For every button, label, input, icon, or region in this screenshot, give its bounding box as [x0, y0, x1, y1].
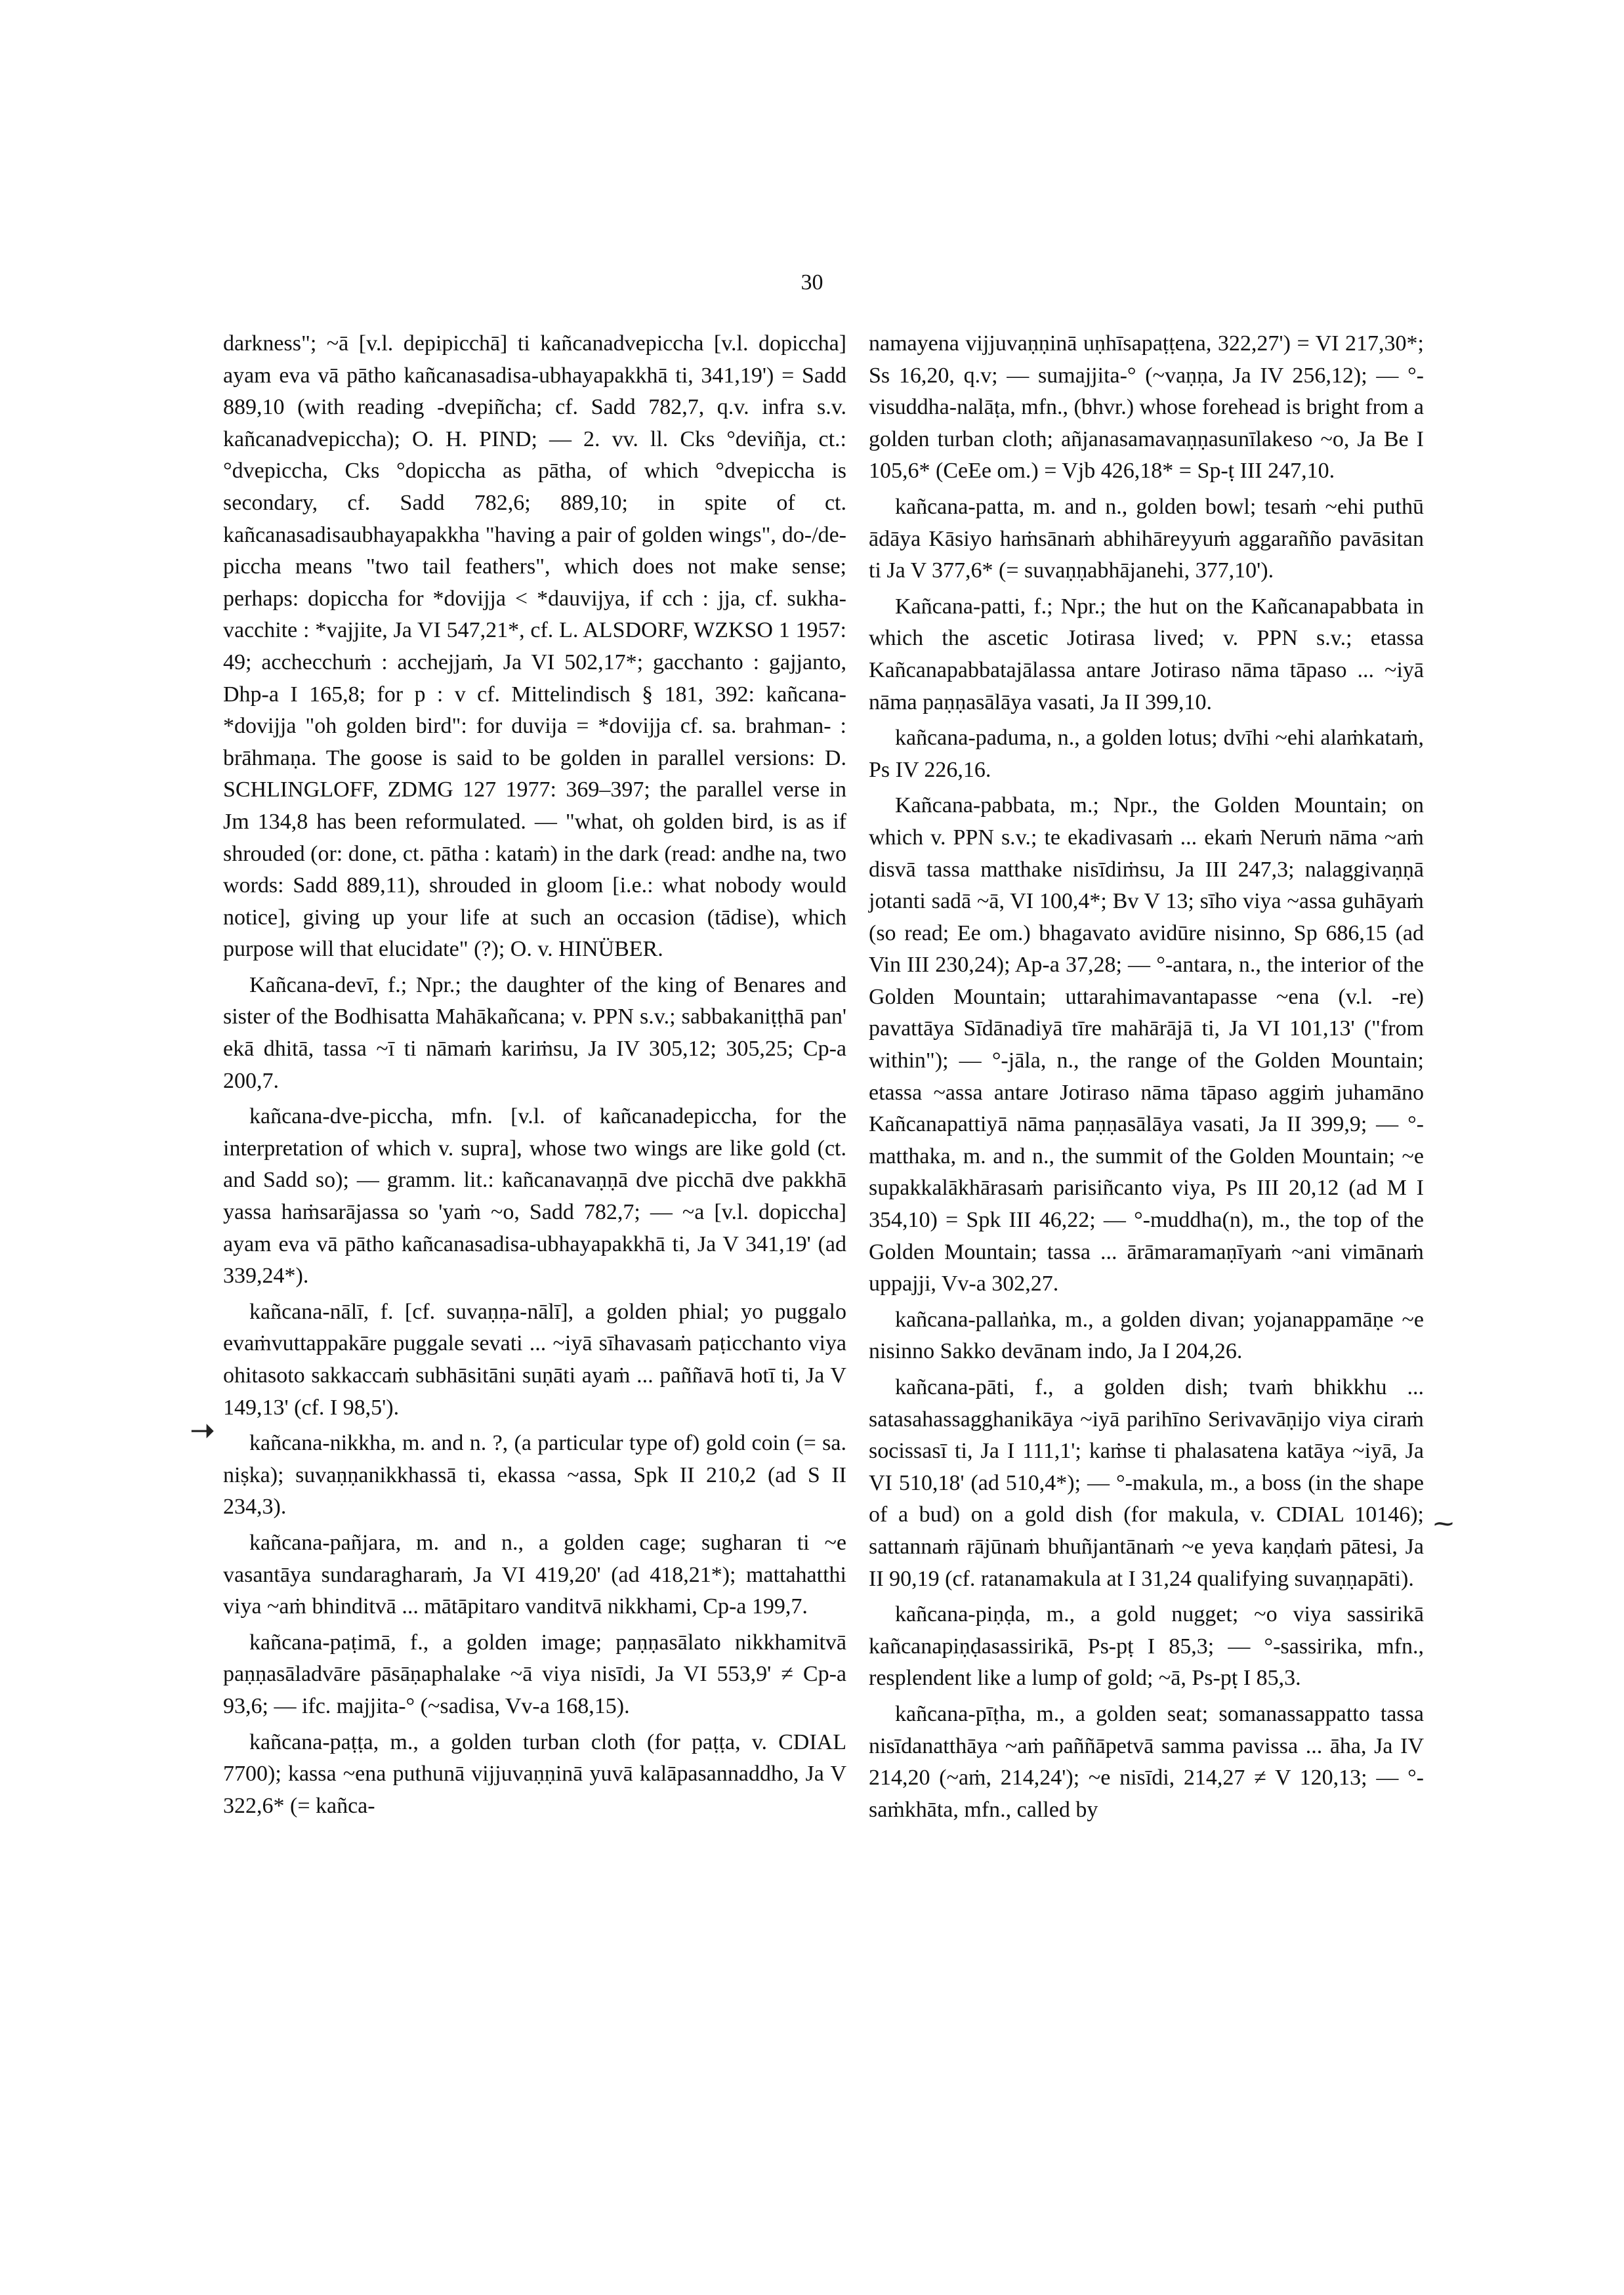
entry-kancana-nikkha: kañcana-nikkha, m. and n. ?, (a particular type of) gold coin (= sa. niṣka); suvaṇṇanikkhassā ti, ekassa ~assa, Spk II 210,2 (ad S II 234,3). — [223, 1431, 846, 1520]
entry-kancana-panjara: kañcana-pañjara, m. and n., a golden cage; sugharan ti ~e vasantāya sundaragharaṁ, Ja VI 419,20' (ad 418,21*); mattahatthi viya ~aṁ bhinditvā ... mātāpitaro vanditvā nikkhami, Cp-a 199,7. — [223, 1530, 846, 1619]
entry-kancana-pinda: kañcana-piṇḍa, m., a gold nugget; ~o viya sassirikā kañcanapiṇḍasassirikā, Ps-pṭ I 85,3; — °-sassirika, mfn., resplendent like a lump of gold; ~ā, Ps-pṭ I 85,3. — [869, 1602, 1424, 1691]
entry-kancana-patta-bowl: kañcana-patta, m. and n., golden bowl; tesaṁ ~ehi puthū ādāya Kāsiyo haṁsānaṁ abhihāreyyuṁ aggarañño pavāsitan ti Ja V 377,6* (= suvaṇṇabhājanehi, 377,10'). — [869, 494, 1424, 583]
entry-kancana-nali: kañcana-nālī, f. [cf. suvaṇṇa-nālī], a golden phial; yo puggalo evaṁvuttappakāre puggale sevati ... ~iyā sīhavasaṁ paṭicchanto viya ohitasoto sakkaccaṁ subhāsitāni suṇāti ayaṁ ... paññavā hotī ti, Ja V 149,13' (cf. I 98,5'). — [223, 1299, 846, 1420]
entry-kancana-pallanka: kañcana-pallaṅka, m., a golden divan; yojanappamāṇe ~e nisinno Sakko devānam indo, Ja I 204,26. — [869, 1307, 1424, 1364]
entry-continuation: namayena vijjuvaṇṇinā uṇhīsapaṭṭena, 322,27') = VI 217,30*; Ss 16,20, q.v; — sumajjita-° (~vaṇṇa, Ja IV 256,12); — °-visuddha-nalāṭa, mfn., (bhvr.) whose forehead is bright from a golden turban cloth; añjanasamavaṇṇasunīlakeso ~o, Ja Be I 105,6* (CeEe om.) = Vjb 426,18* = Sp-ṭ III 247,10. — [869, 331, 1424, 484]
entry-kancana-paduma: kañcana-paduma, n., a golden lotus; dvīhi ~ehi alaṁkataṁ, Ps IV 226,16. — [869, 726, 1424, 782]
margin-scribble-mark: ⁓ — [1434, 1513, 1453, 1535]
entry-kancana-patima: kañcana-paṭimā, f., a golden image; paṇṇasālato nikkhamitvā paṇṇasāladvāre pāsāṇaphalake ~ā viya nisīdi, Ja VI 553,9' ≠ Cp-a 93,6; — ifc. majjita-° (~sadisa, Vv-a 168,15). — [223, 1630, 846, 1718]
entry-kancana-patta-turban: kañcana-paṭṭa, m., a golden turban cloth (for paṭṭa, v. CDIAL 7700); kassa ~ena puthunā vijjuvaṇṇinā yuvā kalāpasannaddho, Ja V 322,6* (= kañca- — [223, 1729, 846, 1818]
margin-arrow-mark: ➝ — [190, 1415, 215, 1447]
right-column — [869, 328, 1424, 1826]
left-column — [223, 328, 846, 1822]
entry-kancana-dve-piccha: kañcana-dve-piccha, mfn. [v.l. of kañcanadepiccha, for the interpretation of which v. supra], whose two wings are like gold (ct. and Sadd so); — gramm. lit.: kañcanavaṇṇā dve picchā dve pakkhā yassa haṁsarājassa so 'yaṁ ~o, Sadd 782,7; — ~a [v.l. dopiccha] ayam eva vā pātho kañcanasadisa-ubhayapakkhā ti, Ja V 341,19' (ad 339,24*). — [223, 1104, 846, 1289]
page-number: 30 — [801, 270, 823, 295]
entry-kancana-devi: Kañcana-devī, f.; Npr.; the daughter of the king of Benares and sister of the Bodhisatta Mahākañcana; v. PPN s.v.; sabbakaniṭṭhā pan' ekā dhitā, tassa ~ī ti nāmaṁ kariṁsu, Ja IV 305,12; 305,25; Cp-a 200,7. — [223, 972, 846, 1093]
entry-kancana-pati: kañcana-pāti, f., a golden dish; tvaṁ bhikkhu ... satasahassagghanikāya ~iyā parihīno Serivavāṇijo viya ciraṁ socissasī ti, Ja I 111,1'; kaṁse ti phalasatena katāya ~iyā, Ja VI 510,18' (ad 510,4*); — °-makula, m., a boss (in the shape of a bud) on a gold dish (for makula, v. CDIAL 10146); sattannaṁ rājūnaṁ bhuñjantānaṁ ~e yeva kaṇḍaṁ pātesi, Ja II 90,19 (cf. ratanamakula at I 31,24 qualifying suvaṇṇapāti). — [869, 1375, 1424, 1591]
entry-continuation: darkness"; ~ā [v.l. depipicchā] ti kañcanadvepiccha [v.l. dopiccha] ayam eva vā pātho kañcanasadisa-ubhayapakkhā ti, 341,19') = Sadd 889,10 (with reading -dvepiñcha; cf. Sadd 782,7, q.v. infra s.v. kañcanadvepiccha); O. H. PIND; — 2. vv. ll. Cks °deviñja, ct.: °dvepiccha, Cks °dopiccha as pātha, of which °dvepiccha is secondary, cf. Sadd 782,6; 889,10; in spite of ct. kañcanasadisaubhayapakkha "having a pair of golden wings", do-/de-piccha means "two tail feathers", which does not make sense; perhaps: dopiccha for *dovijja < *dauvijya, if cch : jja, cf. sukha-vacchite : *vajjite, Ja VI 547,21*, cf. L. ALSDORF, WZKSO 1 1957: 49; acchecchuṁ : acchejjaṁ, Ja VI 502,17*; gacchanto : gajjanto, Dhp-a I 165,8; for p : v cf. Mittelindisch § 181, 392: kañcana-*dovijja "oh golden bird": for duvija = *dovijja cf. sa. brahman- : brāhmaṇa. The goose is said to be golden in parallel versions: D. SCHLINGLOFF, ZDMG 127 1977: 369–397; the parallel verse in Jm 134,8 has been reformulated. — "what, oh golden bird, is as if shrouded (or: done, ct. pātha : kataṁ) in the dark (read: andhe na, two words: Sadd 889,11), shrouded in gloom [i.e.: what nobody would notice], giving up your life at such an occasion (tādise), which purpose will that elucidate" (?); O. v. HINÜBER. — [223, 331, 846, 962]
entry-kancana-patti: Kañcana-patti, f.; Npr.; the hut on the Kañcanapabbata in which the ascetic Jotirasa lived; v. PPN s.v.; etassa Kañcanapabbatajālassa antare Jotiraso nāma tāpaso ... ~iyā nāma paṇṇasālāya vasati, Ja II 399,10. — [869, 594, 1424, 714]
entry-kancana-pitha: kañcana-pīṭha, m., a golden seat; somanassappatto tassa nisīdanatthāya ~aṁ paññāpetvā samma pavissa ... āha, Ja IV 214,20 (~aṁ, 214,24'); ~e nisīdi, 214,27 ≠ V 120,13; — °-saṁkhāta, mfn., called by — [869, 1701, 1424, 1822]
entry-kancana-pabbata: Kañcana-pabbata, m.; Npr., the Golden Mountain; on which v. PPN s.v.; te ekadivasaṁ ... ekaṁ Neruṁ nāma ~aṁ disvā tassa matthake nisīdiṁsu, Ja III 247,3; nalaggivaṇṇā jotanti sadā ~ā, VI 100,4*; Bv V 13; sīho viya ~assa guhāyaṁ (so read; Ee om.) bhagavato avidūre nisinno, Sp 686,15 (ad Vin III 230,24); Ap-a 37,28; — °-antara, n., the interior of the Golden Mountain; uttarahimavantapasse ~ena (v.l. -re) pavattāya Sīdānadiyā tīre mahārājā ti, Ja VI 101,13' ("from within"); — °-jāla, n., the range of the Golden Mountain; etassa ~assa antare Jotiraso nāma tāpaso aggiṁ juhamāno Kañcanapattiyā nāma paṇṇasālāya vasati, Ja II 399,9; — °-matthaka, m. and n., the summit of the Golden Mountain; ~e supakkalākhārasaṁ parisiñcanto viya, Ps III 20,12 (ad M I 354,10) = Spk III 46,22; — °-muddha(n), m., the top of the Golden Mountain; tassa ... ārāmaramaṇīyaṁ ~ani vimānaṁ uppajji, Vv-a 302,27. — [869, 793, 1424, 1296]
